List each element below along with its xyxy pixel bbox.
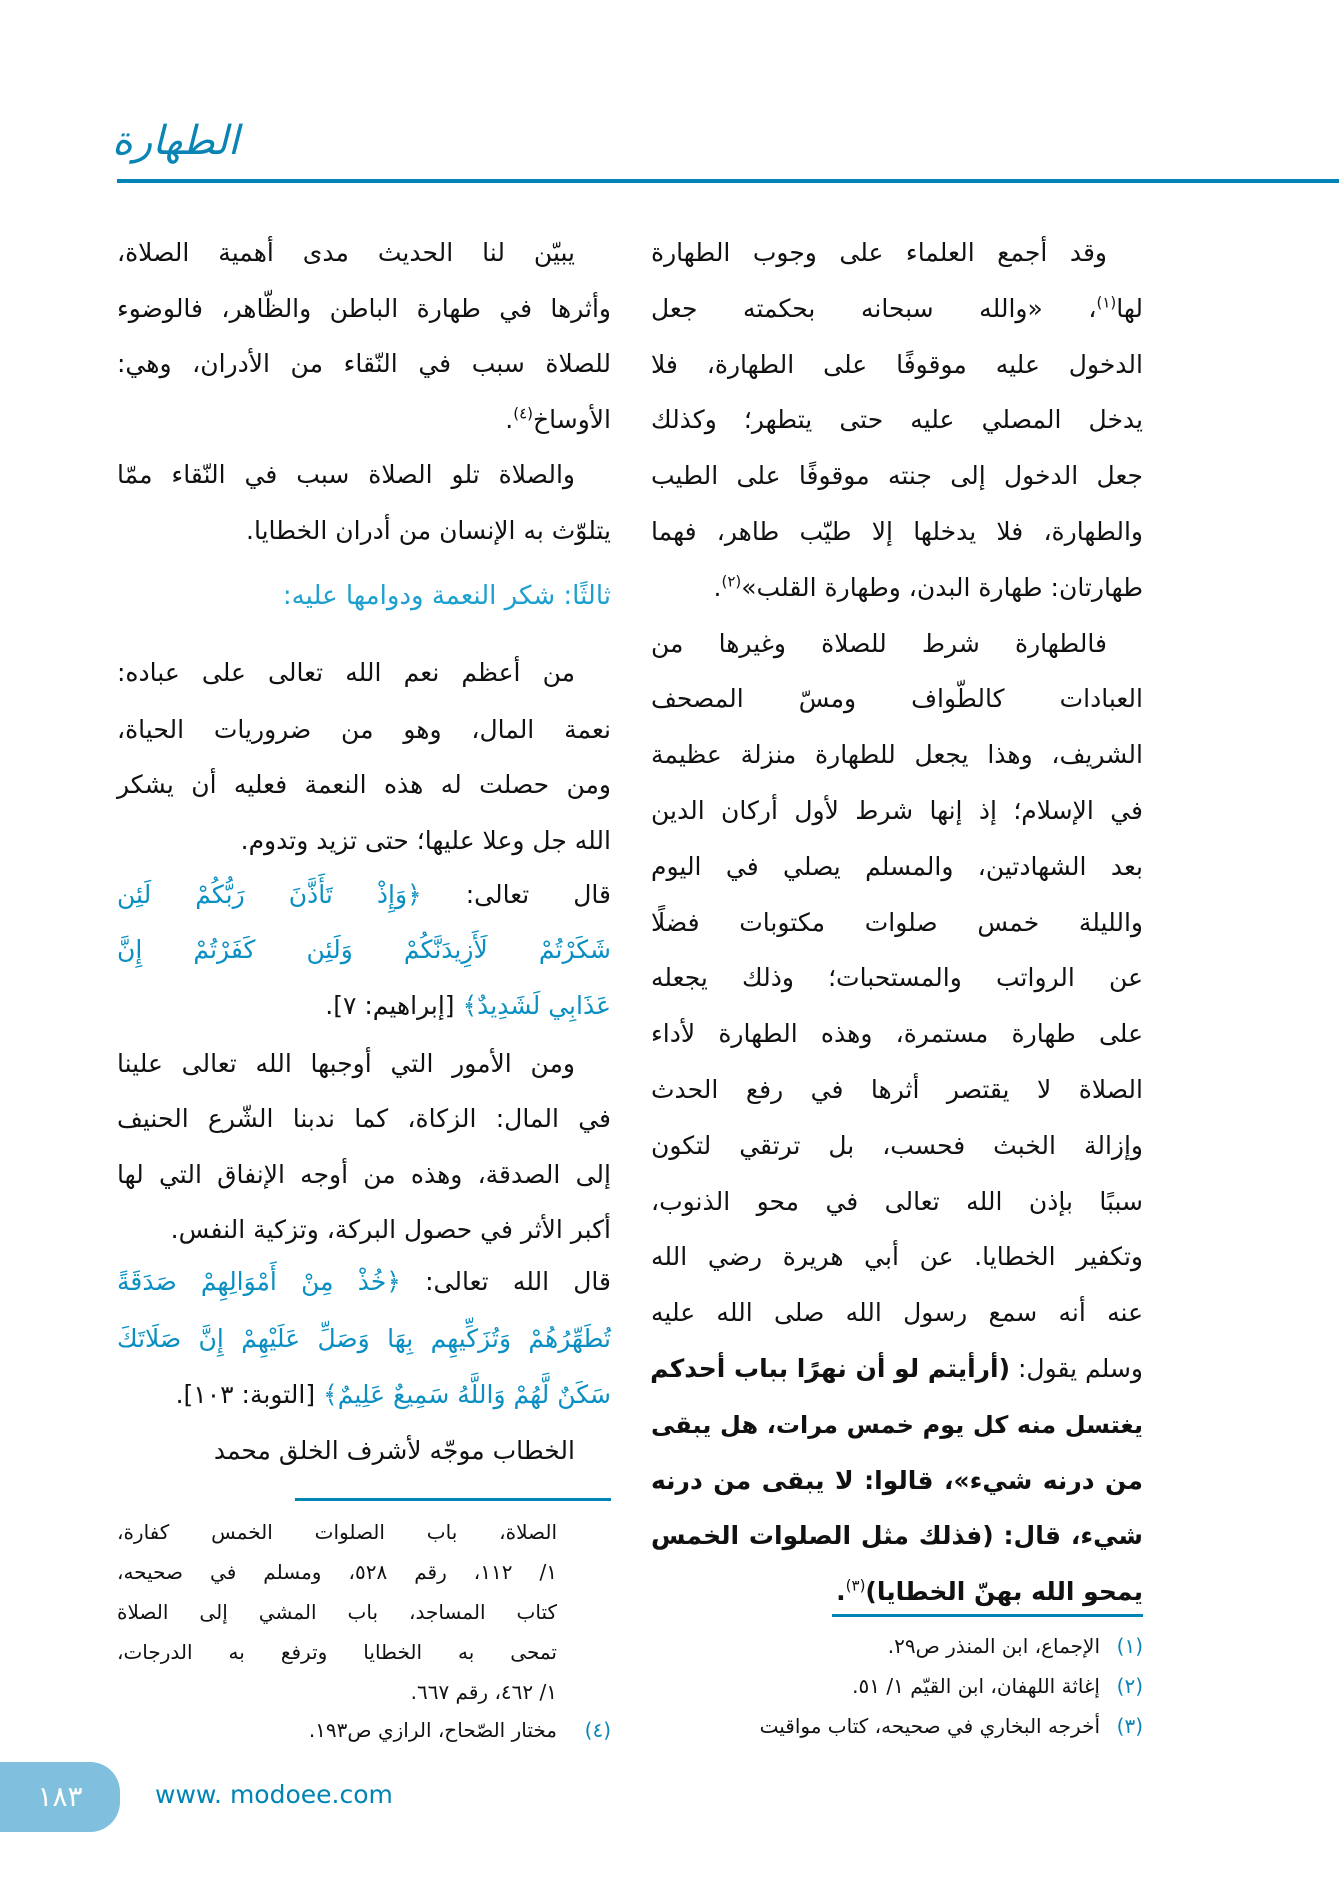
text-segment: . xyxy=(836,1577,846,1607)
quran-verse: شَكَرْتُمْ لَأَزِيدَنَّكُمْ وَلَئِن كَفَرْتُمْ إِنَّ xyxy=(117,935,611,964)
footnote-continuation: كتاب المساجد، باب المشي إلى الصلاة xyxy=(117,1600,557,1624)
text-line xyxy=(117,702,611,758)
quran-verse: ﴿خُذْ مِنْ أَمْوَالِهِمْ صَدَقَةً xyxy=(117,1267,401,1296)
text-segment: في المال: الزكاة، كما ندبنا الشّرع الحنيف xyxy=(117,1104,611,1133)
text-line xyxy=(651,392,1143,448)
text-line xyxy=(117,813,611,869)
text-segment: نعمة المال، وهو من ضروريات الحياة، xyxy=(117,715,611,744)
footnote-separator-right xyxy=(832,1614,1143,1617)
text-line xyxy=(117,225,611,281)
text-line xyxy=(651,1174,1143,1230)
text-line xyxy=(651,504,1143,560)
text-line xyxy=(117,922,611,978)
footnote-number: (٣) xyxy=(1116,1714,1143,1738)
footnote-ref[interactable]: (١) xyxy=(1096,293,1117,312)
text-line xyxy=(651,839,1143,895)
text-segment: الدخول عليه موقوفًا على الطهارة، فلا xyxy=(651,349,1143,379)
text-line xyxy=(117,978,611,1034)
text-segment: وتكفير الخطايا. عن أبي هريرة رضي الله xyxy=(651,1242,1143,1272)
text-segment: يدخل المصلي عليه حتى يتطهر؛ وكذلك xyxy=(651,405,1143,435)
text-line xyxy=(651,1397,1143,1453)
website-link[interactable]: www. modoee.com xyxy=(155,1780,393,1809)
footnote-ref[interactable]: (٤) xyxy=(513,404,534,423)
text-line xyxy=(117,867,611,923)
text-segment: الله جل وعلا عليها؛ حتى تزيد وتدوم. xyxy=(240,826,611,855)
footnote-continuation: ١/ ١١٢، رقم ٥٢٨، ومسلم في صحيحه، xyxy=(117,1560,558,1584)
text-segment: وأثرها في طهارة الباطن والظّاهر، فالوضوء xyxy=(117,294,611,323)
text-segment: [إبراهيم: ٧]. xyxy=(325,991,463,1020)
text-line xyxy=(651,560,1143,616)
page-number-badge: ١٨٣ xyxy=(0,1762,120,1832)
text-segment: الخطاب موجّه لأشرف الخلق محمد xyxy=(213,1436,575,1465)
text-segment: ومن الأمور التي أوجبها الله تعالى علينا xyxy=(117,1049,575,1078)
text-line xyxy=(651,1062,1143,1118)
text-line xyxy=(117,1423,611,1479)
text-segment: طهارتان: طهارة البدن، وطهارة القلب» xyxy=(741,572,1143,602)
text-segment: قال الله تعالى: xyxy=(400,1267,611,1296)
text-line xyxy=(117,1254,611,1310)
footnote-text: أخرجه البخاري في صحيحه، كتاب مواقيت xyxy=(759,1714,1100,1738)
text-segment: من درنه شيء»، قالوا: لا يبقى من درنه xyxy=(651,1465,1143,1495)
text-segment: والطهارة، فلا يدخلها إلا طيّب طاهر، فهما xyxy=(651,517,1143,546)
footnote-text: مختار الصّحاح، الرازي ص١٩٣. xyxy=(308,1718,557,1742)
text-segment: والصلاة تلو الصلاة سبب في النّقاء ممّا xyxy=(117,460,575,489)
text-segment: الأوساخ xyxy=(533,405,611,434)
text-line xyxy=(117,281,611,337)
text-line xyxy=(117,503,611,559)
chapter-title: الطهارة xyxy=(112,118,240,164)
text-line xyxy=(651,671,1143,727)
text-segment: قال تعالى: xyxy=(421,880,612,909)
text-segment: الشريف، وهذا يجعل للطهارة منزلة عظيمة xyxy=(651,740,1143,770)
text-segment: يغتسل منه كل يوم خمس مرات، هل يبقى xyxy=(651,1410,1143,1439)
footnote-ref[interactable]: (٢) xyxy=(721,572,742,591)
footnote-number: (٢) xyxy=(1116,1674,1143,1698)
text-line xyxy=(117,645,611,701)
quran-verse: سَكَنٌ لَّهُمْ وَاللَّهُ سَمِيعٌ عَلِيمٌ﴾ xyxy=(323,1380,611,1409)
text-line xyxy=(651,448,1143,504)
text-segment: في الإسلام؛ إذ إنها شرط لأول أركان الدين xyxy=(651,796,1143,825)
text-line xyxy=(651,727,1143,783)
section-heading xyxy=(117,568,611,624)
text-line xyxy=(651,1564,1143,1620)
text-line xyxy=(651,895,1143,951)
text-line xyxy=(651,616,1143,672)
text-segment: شيء، قال: (فذلك مثل الصلوات الخمس xyxy=(651,1521,1143,1551)
quran-verse: عَذَابِي لَشَدِيدٌ﴾ xyxy=(462,991,611,1020)
footnote-number: (٤) xyxy=(584,1718,611,1742)
text-line xyxy=(117,392,611,448)
text-segment: [التوبة: ١٠٣]. xyxy=(175,1380,324,1409)
text-segment: وإزالة الخبث فحسب، بل ترتقي لتكون xyxy=(651,1130,1143,1160)
text-segment: عنه أنه سمع رسول الله صلى الله عليه xyxy=(651,1298,1143,1328)
text-line xyxy=(651,1508,1143,1564)
text-segment: (أرأيتم لو أن نهرًا بباب أحدكم xyxy=(650,1354,1011,1383)
heading-text: ثالثًا: شكر النعمة ودوامها عليه: xyxy=(282,581,611,611)
text-segment: فالطهارة شرط للصلاة وغيرها من xyxy=(651,628,1107,658)
text-line xyxy=(651,337,1143,393)
text-segment: وقد أجمع العلماء على وجوب الطهارة xyxy=(651,238,1107,267)
text-segment: يتلوّث به الإنسان من أدران الخطايا. xyxy=(246,516,611,545)
text-line xyxy=(651,281,1143,337)
text-segment: عن الرواتب والمستحبات؛ وذلك يجعله xyxy=(651,963,1143,993)
text-segment: العبادات كالطّواف ومسّ المصحف xyxy=(651,684,1143,714)
text-segment: للصلاة سبب في النّقاء من الأدران، وهي: xyxy=(117,349,611,378)
text-segment: . xyxy=(505,405,514,434)
text-segment: جعل الدخول إلى جنته موقوفًا على الطيب xyxy=(651,461,1143,491)
text-segment: يمحو الله بهنّ الخطايا) xyxy=(865,1577,1143,1607)
text-line xyxy=(651,1285,1143,1341)
footnote-continuation: الصلاة، باب الصلوات الخمس كفارة، xyxy=(117,1520,557,1544)
text-line xyxy=(651,783,1143,839)
header-rule xyxy=(117,179,1339,183)
footnote-separator-left xyxy=(295,1498,611,1501)
text-line xyxy=(651,950,1143,1006)
text-segment: والليلة خمس صلوات مكتوبات فضلًا xyxy=(651,907,1143,937)
footnote-ref[interactable]: (٣) xyxy=(845,1576,866,1595)
text-line xyxy=(651,1341,1143,1397)
footnote-continuation: ١/ ٤٦٢، رقم ٦٦٧. xyxy=(410,1680,557,1704)
text-line xyxy=(651,225,1143,281)
footnote-continuation: تمحى به الخطايا وترفع به الدرجات، xyxy=(117,1640,557,1664)
quran-verse: تُطَهِّرُهُمْ وَتُزَكِّيهِم بِهَا وَصَلِّ عَلَيْهِمْ إِنَّ صَلَاتَكَ xyxy=(117,1324,611,1353)
text-segment: يبيّن لنا الحديث مدى أهمية الصلاة، xyxy=(117,238,575,267)
text-segment: أكبر الأثر في حصول البركة، وتزكية النفس. xyxy=(170,1215,611,1244)
text-line xyxy=(117,447,611,503)
text-segment: إلى الصدقة، وهذه من أوجه الإنفاق التي لها xyxy=(117,1160,611,1189)
text-line xyxy=(651,1006,1143,1062)
footnote-number: (١) xyxy=(1116,1634,1143,1658)
footnote-text: الإجماع، ابن المنذر ص٢٩. xyxy=(887,1634,1100,1658)
text-segment: من أعظم نعم الله تعالى على عباده: xyxy=(117,658,575,687)
text-segment: وسلم يقول: xyxy=(1010,1354,1143,1383)
text-segment: ومن حصلت له هذه النعمة فعليه أن يشكر xyxy=(117,770,611,799)
text-segment: . xyxy=(713,572,722,602)
text-segment: ، «والله سبحانه بحكمته جعل xyxy=(651,293,1097,323)
text-segment: سببًا بإذن الله تعالى في محو الذنوب، xyxy=(651,1186,1143,1216)
text-line xyxy=(117,1367,611,1423)
text-line xyxy=(117,757,611,813)
text-segment: على طهارة مستمرة، وهذه الطهارة لأداء xyxy=(651,1019,1143,1049)
text-segment: بعد الشهادتين، والمسلم يصلي في اليوم xyxy=(651,851,1143,881)
quran-verse: ﴿وَإِذْ تَأَذَّنَ رَبُّكُمْ لَئِن xyxy=(117,880,422,909)
text-line xyxy=(117,1147,611,1203)
text-line xyxy=(651,1118,1143,1174)
text-line xyxy=(651,1229,1143,1285)
text-segment: لها xyxy=(1116,293,1143,323)
footnote-text: إغاثة اللهفان، ابن القيّم ١/ ٥١. xyxy=(852,1674,1100,1698)
text-segment: الصلاة لا يقتصر أثرها في رفع الحدث xyxy=(651,1075,1143,1104)
text-line xyxy=(651,1453,1143,1509)
text-line xyxy=(117,1036,611,1092)
text-line xyxy=(117,1202,611,1258)
text-line xyxy=(117,336,611,392)
text-line xyxy=(117,1091,611,1147)
text-line xyxy=(117,1311,611,1367)
